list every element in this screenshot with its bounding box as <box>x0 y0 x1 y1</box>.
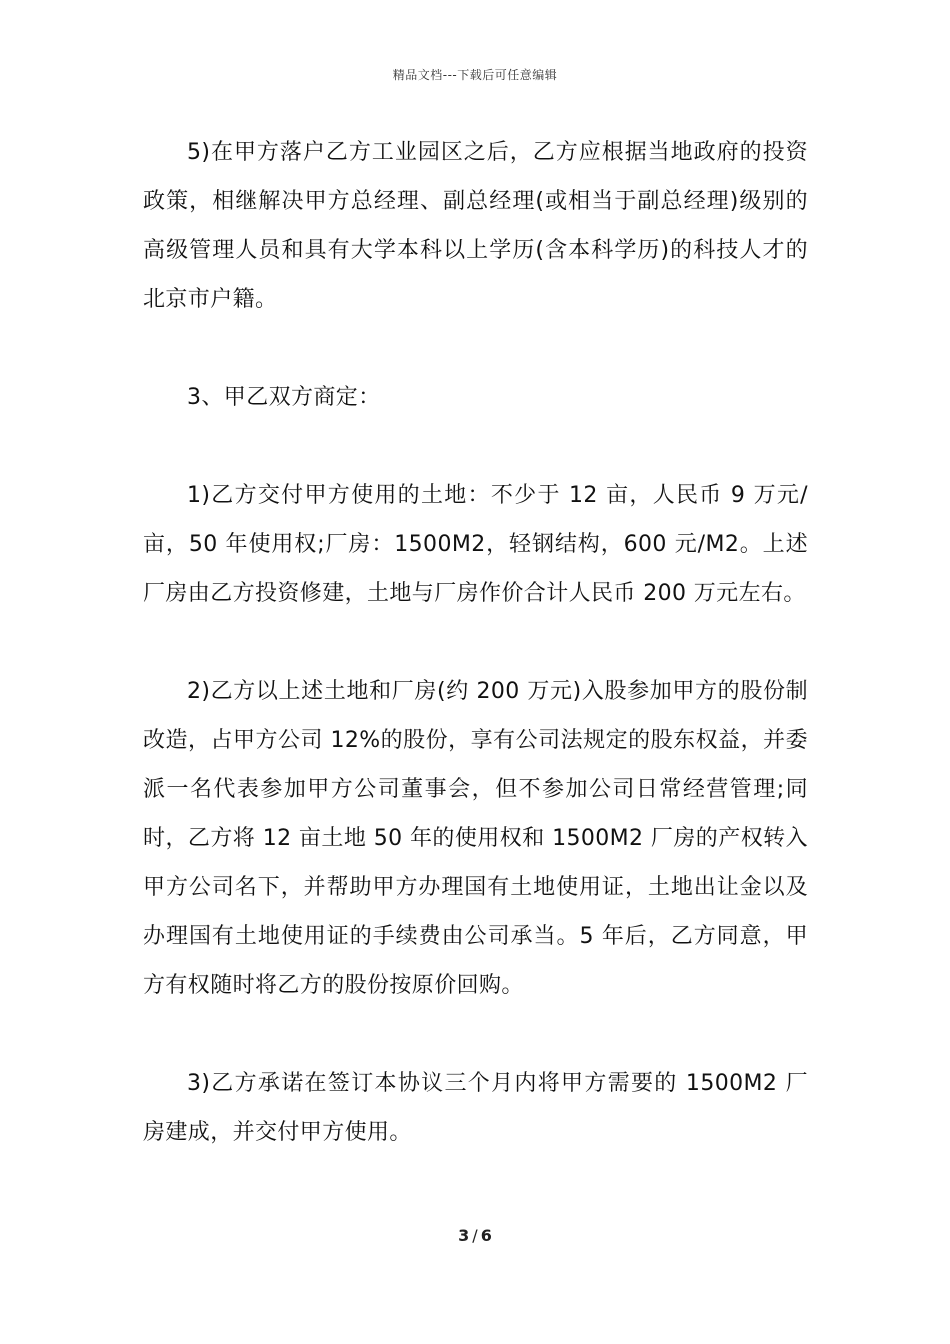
paragraph-item-5: 5)在甲方落户乙方工业园区之后，乙方应根据当地政府的投资政策，相继解决甲方总经理、副总经理(或相当于副总经理)级别的高级管理人员和具有大学本科以上学历(含本科学历)的科技人才的北京市户籍。 <box>143 140 808 312</box>
paragraph-spacer <box>143 324 808 373</box>
document-body <box>143 128 808 1157</box>
paragraph-spacer <box>143 422 808 471</box>
page-header: 精品文档---下载后可任意编辑 <box>392 68 558 82</box>
paragraph-item-1: 1)乙方交付甲方使用的土地：不少于 12 亩，人民币 9 万元/亩，50 年使用权;厂房：1500M2，轻钢结构，600 元/M2。上述厂房由乙方投资修建，土地与厂房作价合计人民币 200 万元左右。 <box>143 483 808 606</box>
current-page-number: 3 <box>458 1226 470 1245</box>
paragraph-item-2: 2)乙方以上述土地和厂房(约 200 万元)入股参加甲方的股份制改造，占甲方公司 12%的股份，享有公司法规定的股东权益，并委派一名代表参加甲方公司董事会，但不参加公司日常经营管理;同时，乙方将 12 亩土地 50 年的使用权和 1500M2 厂房的产权转入甲方公司名下，并帮助甲方办理国有土地使用证，土地出让金以及办理国有土地使用证的手续费由公司承当。5 年后，乙方同意，甲方有权随时将乙方的股份按原价回购。 <box>143 679 808 998</box>
paragraph-item-3: 3)乙方承诺在签订本协议三个月内将甲方需要的 1500M2 厂房建成，并交付甲方使用。 <box>143 1071 808 1145</box>
total-pages-number: 6 <box>480 1226 492 1245</box>
page-number <box>0 1226 950 1245</box>
page-separator: / <box>472 1226 478 1245</box>
paragraph-spacer <box>143 618 808 667</box>
section-heading-3: 3、甲乙双方商定： <box>187 385 381 410</box>
paragraph-spacer <box>143 1010 808 1059</box>
